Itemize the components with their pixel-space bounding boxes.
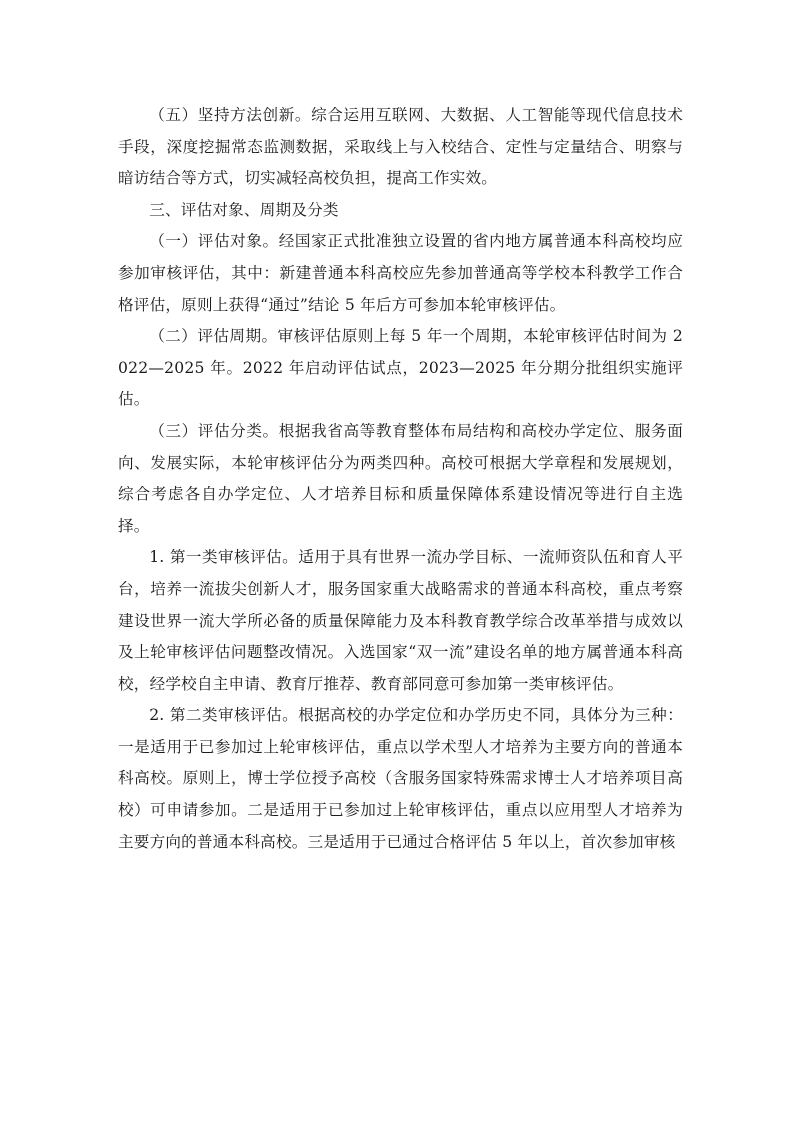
section-heading-evaluation-scope: 三、评估对象、周期及分类 bbox=[149, 200, 339, 219]
paragraph-second-category: 2. 第二类审核评估。根据高校的办学定位和办学历史不同，具体分为三种：一是适用于已参加过上轮审核评估，重点以学术型人才培养为主要方向的普通本科高校。原则上，博士学位授予高校（含服务国家特殊需求博士人才培养项目高校）可申请参加。二是适用于已参加过上轮审核评估，重点以应用型人才培养为主要方向的普通本科高校。三是适用于已通过合格评估 5 年以上，首次参加审核 bbox=[118, 706, 683, 851]
document-body bbox=[118, 100, 683, 858]
paragraph-first-category: 1. 第一类审核评估。适用于具有世界一流办学目标、一流师资队伍和育人平台，培养一流拔尖创新人才，服务国家重大战略需求的普通本科高校，重点考察建设世界一流大学所必备的质量保障能力及本科教育教学综合改革举措与成效以及上轮审核评估问题整改情况。入选国家“双一流”建设名单的地方属普通本科高校，经学校自主申请、教育厅推荐、教育部同意可参加第一类审核评估。 bbox=[118, 548, 683, 693]
paragraph-evaluation-category: （三）评估分类。根据我省高等教育整体布局结构和高校办学定位、服务面向、发展实际，本轮审核评估分为两类四种。高校可根据大学章程和发展规划，综合考虑各自办学定位、人才培养目标和质量保障体系建设情况等进行自主选择。 bbox=[118, 421, 683, 535]
paragraph-method-innovation: （五）坚持方法创新。综合运用互联网、大数据、人工智能等现代信息技术手段，深度挖掘常态监测数据，采取线上与入校结合、定性与定量结合、明察与暗访结合等方式，切实减轻高校负担，提高工作实效。 bbox=[118, 106, 683, 188]
paragraph-evaluation-cycle: （二）评估周期。审核评估原则上每 5 年一个周期，本轮审核评估时间为 2022—2025 年。2022 年启动评估试点，2023—2025 年分期分批组织实施评估。 bbox=[118, 327, 683, 409]
paragraph-evaluation-object: （一）评估对象。经国家正式批准独立设置的省内地方属普通本科高校均应参加审核评估，其中：新建普通本科高校应先参加普通高等学校本科教学工作合格评估，原则上获得“通过”结论 5 年后方可参加本轮审核评估。 bbox=[118, 232, 683, 314]
